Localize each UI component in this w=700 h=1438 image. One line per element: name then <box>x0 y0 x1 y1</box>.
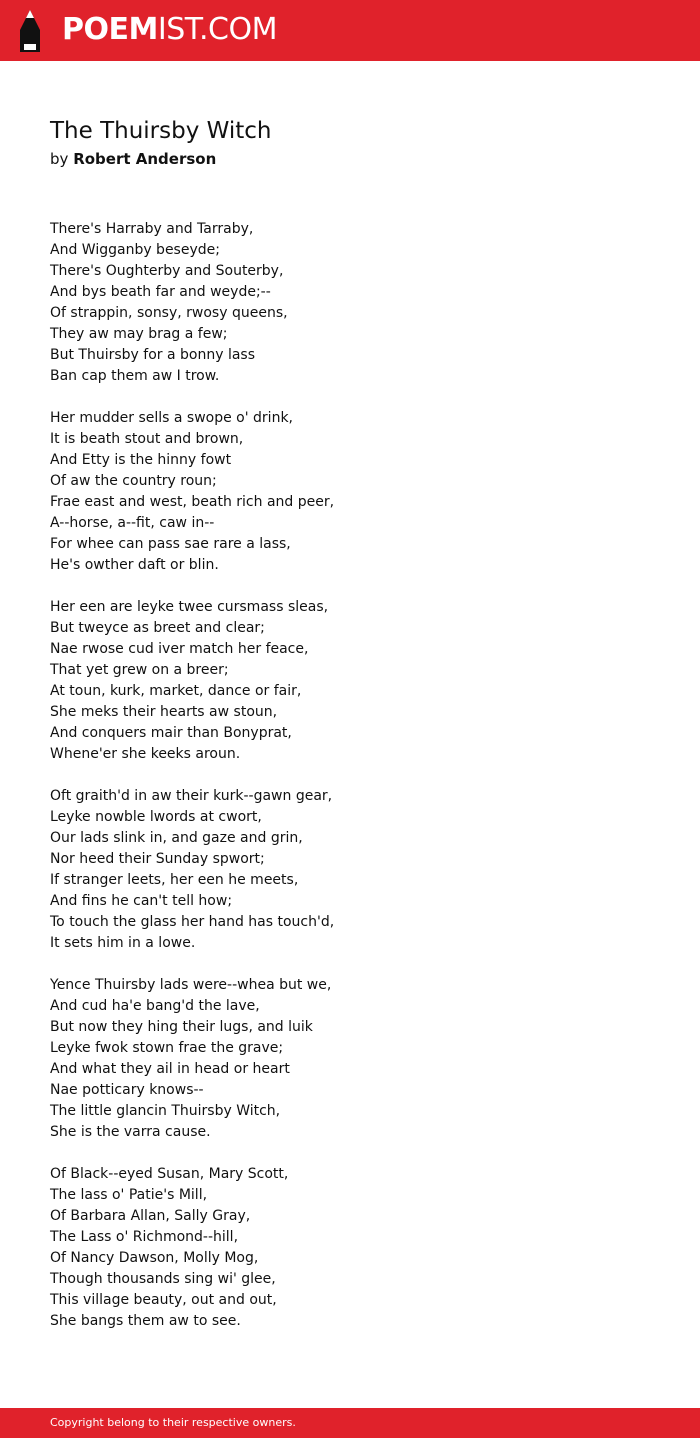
poem-line: Her een are leyke twee cursmass sleas, <box>50 599 329 615</box>
poem-line: And conquers mair than Bonyprat, <box>50 725 292 741</box>
poem-line: But now they hing their lugs, and luik <box>50 1019 313 1035</box>
poem-line: And Etty is the hinny fowt <box>50 452 232 468</box>
poem-line: It is beath stout and brown, <box>50 431 244 447</box>
poem-line: This village beauty, out and out, <box>50 1292 277 1308</box>
poem-line: But Thuirsby for a bonny lass <box>50 347 255 363</box>
poem-line: Of strappin, sonsy, rwosy queens, <box>50 305 288 321</box>
site-header <box>0 0 700 61</box>
poem-line: Yence Thuirsby lads were--whea but we, <box>50 977 332 993</box>
poem-body <box>50 219 650 1353</box>
poem-line: A--horse, a--fit, caw in-- <box>50 515 215 531</box>
poem-line: And Wigganby beseyde; <box>50 242 220 258</box>
poem-line: Of Black--eyed Susan, Mary Scott, <box>50 1166 289 1182</box>
poem-line: She bangs them aw to see. <box>50 1313 241 1329</box>
stanza <box>50 408 650 576</box>
poem-line: Ban cap them aw I trow. <box>50 368 220 384</box>
poem-line: To touch the glass her hand has touch'd, <box>50 914 335 930</box>
poem-line: At toun, kurk, market, dance or fair, <box>50 683 302 699</box>
poem-line: If stranger leets, her een he meets, <box>50 872 299 888</box>
stanza <box>50 1164 650 1332</box>
stanza <box>50 786 650 954</box>
poem-line: But tweyce as breet and clear; <box>50 620 265 636</box>
poem-line: There's Oughterby and Souterby, <box>50 263 284 279</box>
poem-line: For whee can pass sae rare a lass, <box>50 536 291 552</box>
stanza <box>50 597 650 765</box>
poem-line: There's Harraby and Tarraby, <box>50 221 254 237</box>
stanza <box>50 975 650 1143</box>
poem-line: Nor heed their Sunday spwort; <box>50 851 265 867</box>
brand-bold-text: POEM <box>62 12 158 47</box>
poem-line: And cud ha'e bang'd the lave, <box>50 998 260 1014</box>
author-name[interactable]: Robert Anderson <box>73 150 217 168</box>
poem-line: They aw may brag a few; <box>50 326 228 342</box>
poem-line: Of aw the country roun; <box>50 473 217 489</box>
poem-line: Nae potticary knows-- <box>50 1082 204 1098</box>
site-footer <box>0 1408 700 1438</box>
stanza <box>50 219 650 387</box>
poem-line: Whene'er she keeks aroun. <box>50 746 241 762</box>
poem-line: Frae east and west, beath rich and peer, <box>50 494 335 510</box>
poem-line: Though thousands sing wi' glee, <box>50 1271 276 1287</box>
brand-light-text: IST.COM <box>157 12 277 47</box>
poem-line: The Lass o' Richmond--hill, <box>50 1229 239 1245</box>
poem-line: It sets him in a lowe. <box>50 935 196 951</box>
poem-line: Of Barbara Allan, Sally Gray, <box>50 1208 251 1224</box>
poem-line: That yet grew on a breer; <box>50 662 229 678</box>
pencil-icon[interactable] <box>16 8 44 54</box>
poem-line: The lass o' Patie's Mill, <box>50 1187 208 1203</box>
copyright-text: Copyright belong to their respective owners. <box>50 1416 296 1429</box>
poem-line: The little glancin Thuirsby Witch, <box>50 1103 281 1119</box>
poem-line: Her mudder sells a swope o' drink, <box>50 410 293 426</box>
poem-line: And fins he can't tell how; <box>50 893 233 909</box>
poem-line: She is the varra cause. <box>50 1124 211 1140</box>
site-logo[interactable] <box>62 12 277 48</box>
poem-line: Oft graith'd in aw their kurk--gawn gear, <box>50 788 333 804</box>
byline <box>50 149 216 169</box>
poem-line: Our lads slink in, and gaze and grin, <box>50 830 303 846</box>
poem-line: And bys beath far and weyde;-- <box>50 284 271 300</box>
poem-line: Of Nancy Dawson, Molly Mog, <box>50 1250 259 1266</box>
poem-line: And what they ail in head or heart <box>50 1061 290 1077</box>
poem-title: The Thuirsby Witch <box>50 118 272 144</box>
poem-line: Leyke nowble lwords at cwort, <box>50 809 262 825</box>
poem-line: She meks their hearts aw stoun, <box>50 704 278 720</box>
poem-line: Leyke fwok stown frae the grave; <box>50 1040 284 1056</box>
by-label: by <box>50 150 69 168</box>
poem-line: Nae rwose cud iver match her feace, <box>50 641 309 657</box>
poem-line: He's owther daft or blin. <box>50 557 219 573</box>
